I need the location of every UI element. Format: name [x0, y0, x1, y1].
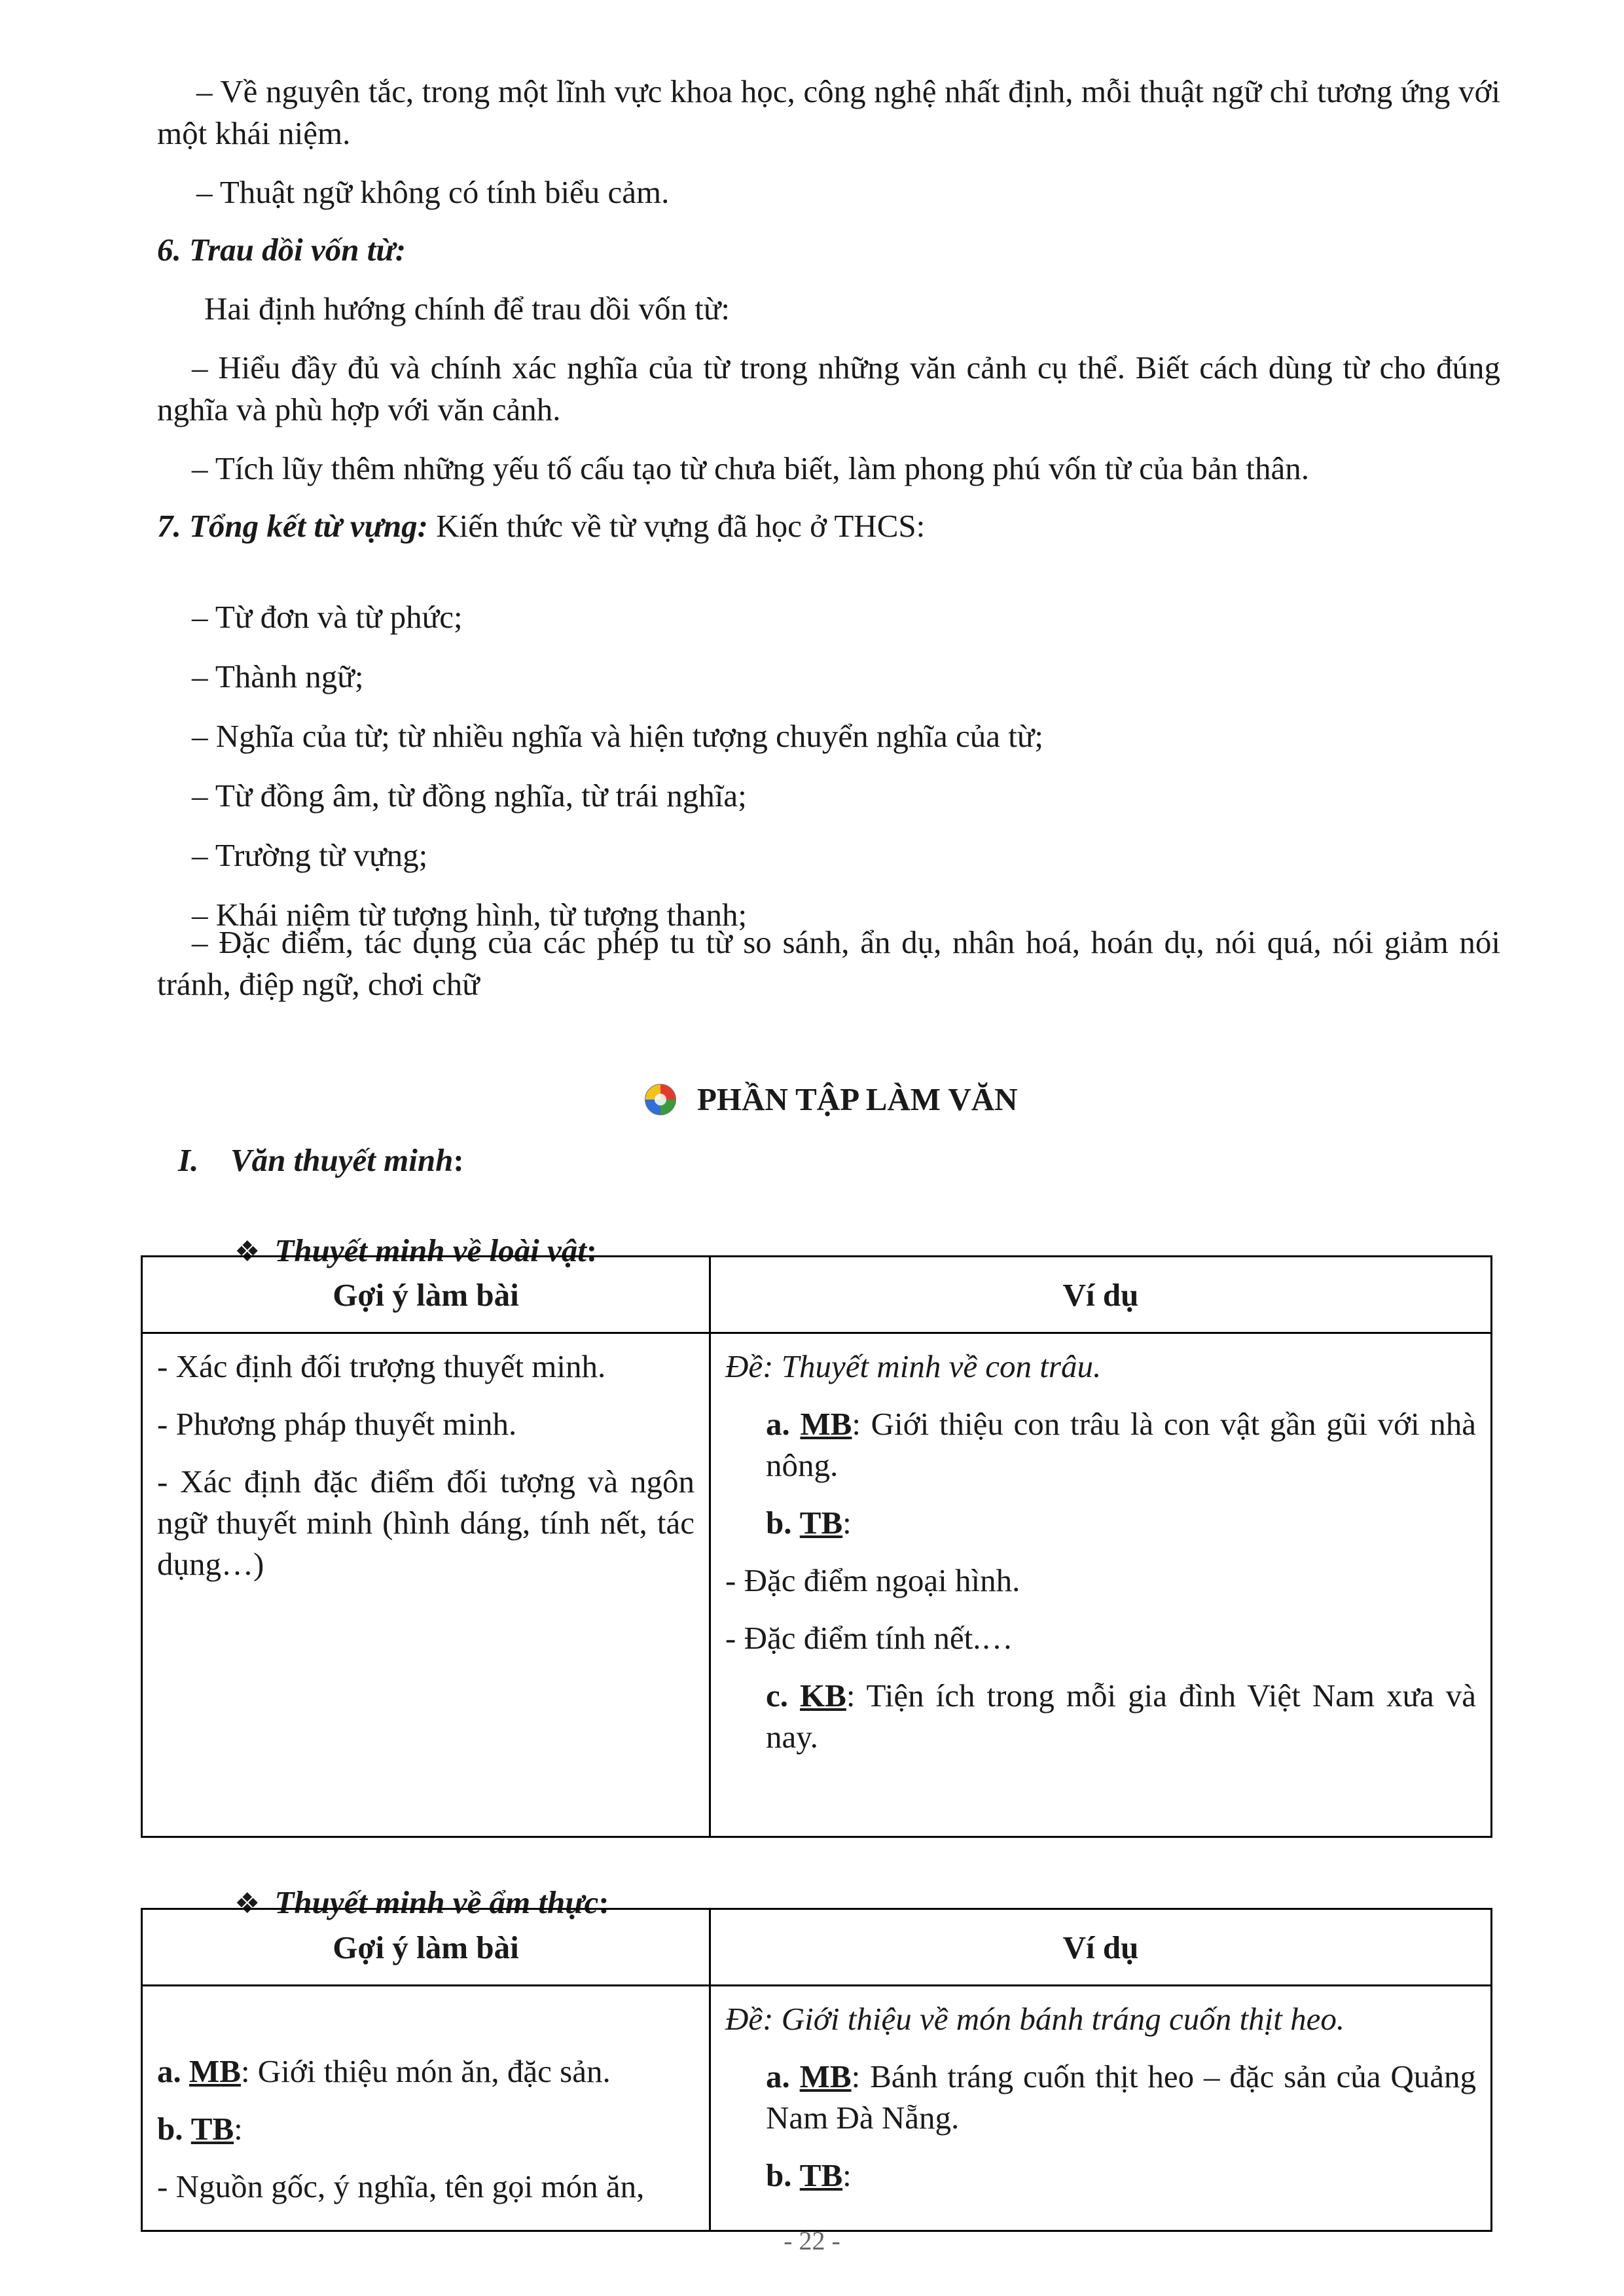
- table-1-title-text: Thuyết minh về loài vật: [274, 1232, 586, 1268]
- table-1-topic: Đề: Thuyết minh về con trâu.: [725, 1348, 1102, 1384]
- part-heading-title: PHẦN TẬP LÀM VĂN: [697, 1081, 1018, 1117]
- section-7-last-item: – Đặc điểm, tác dụng của các phép tu từ so sánh, ẩn dụ, nhân hoá, hoán dụ, nói quá, nói giảm nói tránh, điệp ngữ, chơi chữ: [157, 924, 1500, 1002]
- table-2-header-example: Ví dụ: [710, 1909, 1492, 1986]
- intro-line-1: – Về nguyên tắc, trong một lĩnh vực khoa học, công nghệ nhất định, mỗi thuật ngữ chỉ tương ứng với một khái niệm.: [157, 73, 1500, 151]
- section-6-item-1: – Hiểu đầy đủ và chính xác nghĩa của từ trong những văn cảnh cụ thể. Biết cách dùng từ cho đúng nghĩa và phù hợp với văn cảnh.: [157, 350, 1500, 427]
- table-1-tb-item: - Đặc điểm ngoại hình.: [725, 1562, 1020, 1598]
- table-1-guide-item: - Xác định đặc điểm đối tượng và ngôn ngữ thuyết minh (hình dáng, tính nết, tác dụng…): [157, 1463, 695, 1582]
- table-2-topic: Đề: Giới thiệu về món bánh tráng cuốn thịt heo.: [725, 2001, 1345, 2037]
- section-I-label: Văn thuyết minh: [230, 1142, 454, 1178]
- section-7-title-line: [157, 505, 925, 547]
- table-2-mb: a. MB: Giới thiệu món ăn, đặc sản.: [157, 2053, 611, 2089]
- table-1-tb: b. TB:: [766, 1505, 852, 1541]
- table-1-guide-item: - Xác định đối trượng thuyết minh.: [157, 1348, 606, 1384]
- section-7-item: – Trường từ vựng;: [192, 837, 428, 873]
- table-2-ex-mb: a. MB: Bánh tráng cuốn thịt heo – đặc sản của Quảng Nam Đà Nẵng.: [766, 2058, 1476, 2136]
- table-2-tb: b. TB:: [157, 2111, 243, 2147]
- diamond-bullet-icon: ❖: [234, 1236, 261, 1268]
- section-6-title: 6. Trau dồi vốn từ:: [157, 232, 406, 268]
- table-2-ex-tb: b. TB:: [766, 2157, 852, 2193]
- table-1-header-guide: Gợi ý làm bài: [142, 1257, 710, 1333]
- table-1-guide-item: - Phương pháp thuyết minh.: [157, 1406, 517, 1442]
- table-2-title-text: Thuyết minh về ẩm thực: [274, 1884, 599, 1920]
- table-1-guide-cell: [142, 1333, 710, 1837]
- section-7-item: – Khái niệm từ tượng hình, từ tượng thanh;: [192, 897, 748, 933]
- table-1-tb-item: - Đặc điểm tính nết.…: [725, 1620, 1013, 1656]
- section-7-item: – Từ đồng âm, từ đồng nghĩa, từ trái nghĩa;: [192, 778, 747, 814]
- table-cuisine: [141, 1908, 1492, 2232]
- table-2-header-guide: Gợi ý làm bài: [142, 1909, 710, 1986]
- table-animal: [141, 1255, 1492, 1838]
- section-7-item: – Từ đơn và từ phức;: [192, 599, 463, 635]
- section-7-item: – Thành ngữ;: [192, 658, 364, 694]
- section-7-title: 7. Tổng kết từ vựng:: [157, 508, 428, 544]
- section-6-item-2: – Tích lũy thêm những yếu tố cấu tạo từ chưa biết, làm phong phú vốn từ của bản thân.: [192, 450, 1309, 486]
- diamond-bullet-icon: ❖: [234, 1888, 261, 1920]
- table-1-header-example: Ví dụ: [710, 1257, 1492, 1333]
- page-number: - 22 -: [784, 2226, 840, 2255]
- section-6-intro: Hai định hướng chính để trau dồi vốn từ:: [204, 291, 731, 327]
- table-2-example-cell: [710, 1986, 1492, 2231]
- table-1-example-cell: [710, 1333, 1492, 1837]
- section-I-colon: :: [453, 1142, 464, 1178]
- section-7-intro: Kiến thức về từ vựng đã học ở THCS:: [427, 508, 926, 544]
- table-2-tb-item: - Nguồn gốc, ý nghĩa, tên gọi món ăn,: [157, 2168, 645, 2204]
- table-1-mb: a. MB: Giới thiệu con trâu là con vật gần gũi với nhà nông.: [766, 1406, 1477, 1483]
- section-I-number: I.: [178, 1142, 199, 1178]
- table-2-guide-cell: [142, 1986, 710, 2231]
- part-heading: [643, 1079, 1018, 1121]
- intro-line-2: – Thuật ngữ không có tính biểu cảm.: [196, 174, 670, 210]
- globe-bullet-icon: [643, 1083, 677, 1117]
- table-1-title: ❖ Thuyết minh về loài vật:: [234, 1232, 598, 1268]
- table-1-kb: c. KB: Tiện ích trong mỗi gia đình Việt Nam xưa và nay.: [766, 1677, 1477, 1755]
- section-7-item: – Nghĩa của từ; từ nhiều nghĩa và hiện tượng chuyển nghĩa của từ;: [192, 718, 1044, 754]
- table-2-title: ❖ Thuyết minh về ẩm thực:: [234, 1884, 609, 1920]
- section-I-title: [178, 1139, 464, 1181]
